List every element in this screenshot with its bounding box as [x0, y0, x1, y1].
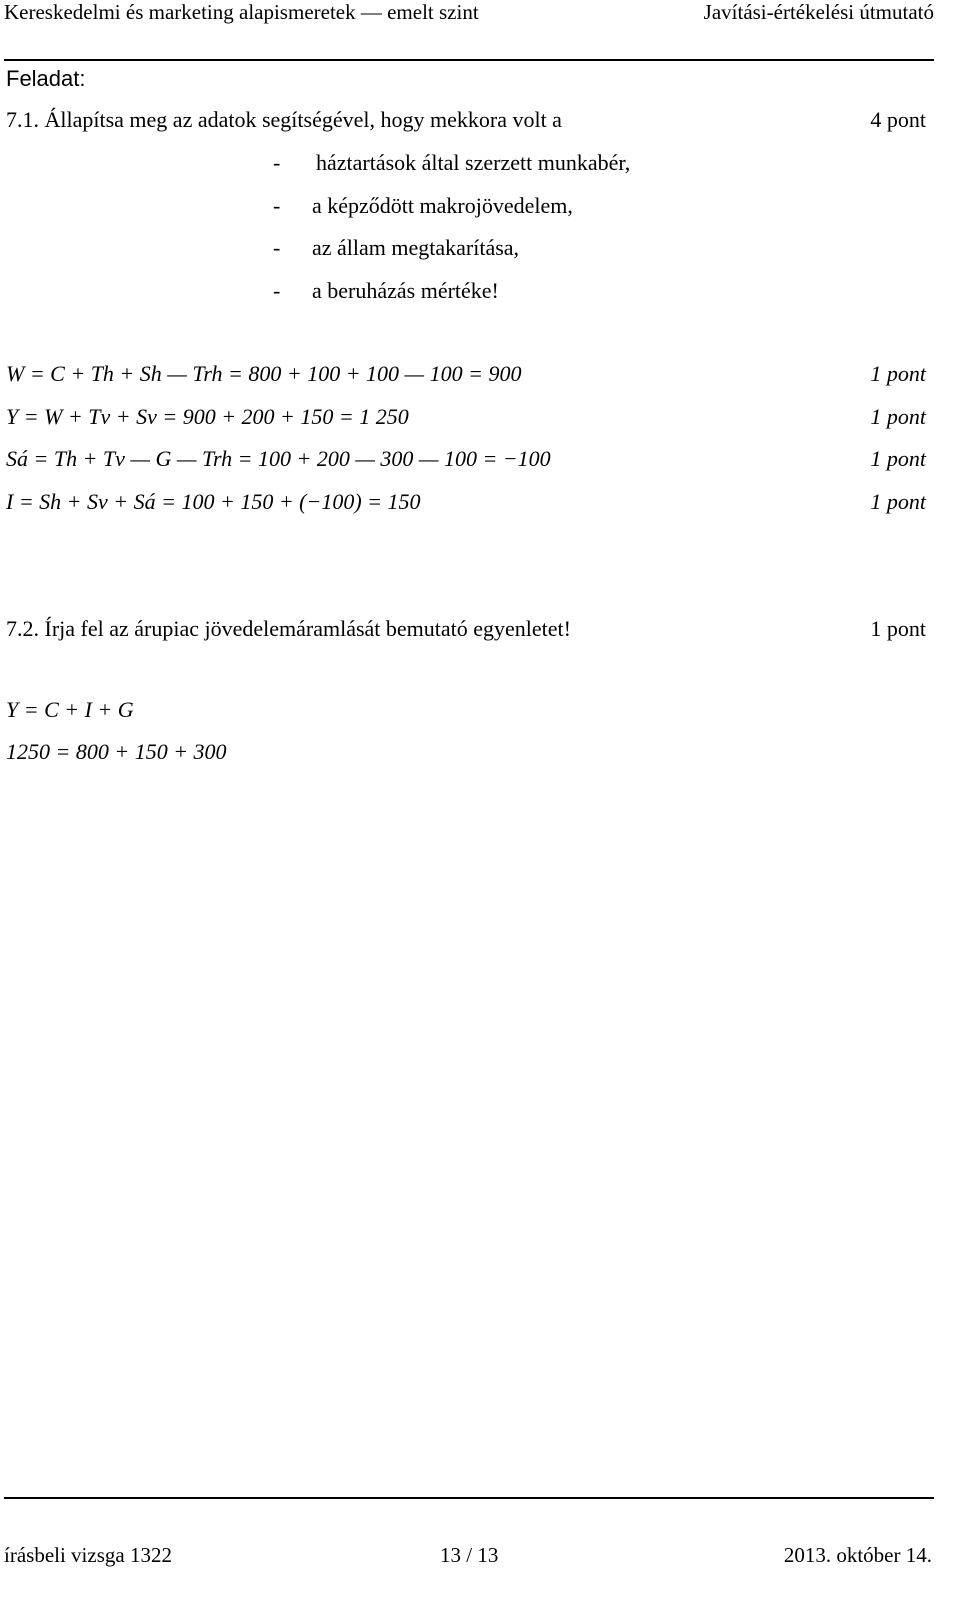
footer-date: 2013. október 14. — [783, 1543, 932, 1567]
bullet-dash: - — [273, 278, 281, 303]
bullet-item: az állam megtakarítása, — [312, 235, 520, 260]
footer-page-number: 13 / 13 — [440, 1543, 499, 1567]
footer-divider — [4, 1497, 934, 1499]
equation-goods-market-values: 1250 = 800 + 150 + 300 — [6, 739, 227, 764]
question-7-2-points: 1 pont — [870, 616, 926, 641]
question-7-1-points: 4 pont — [870, 107, 926, 132]
bullet-item: a képződött makrojövedelem, — [312, 193, 573, 218]
footer-exam-id: írásbeli vizsga 1322 — [4, 1543, 172, 1567]
equation-goods-market: Y = C + I + G — [6, 697, 134, 722]
equation-points: 1 pont — [870, 404, 926, 429]
equation-income: Y = W + Tv + Sv = 900 + 200 + 150 = 1 250 — [6, 404, 409, 429]
header-divider — [4, 59, 934, 61]
equation-points: 1 pont — [870, 489, 926, 514]
bullet-item: a beruházás mértéke! — [312, 278, 499, 303]
question-7-1-text: 7.1. Állapítsa meg az adatok segítségével, hogy mekkora volt a — [6, 107, 562, 132]
equation-points: 1 pont — [870, 361, 926, 386]
bullet-dash: - — [273, 193, 281, 218]
equation-state-savings: Sá = Th + Tv — G — Trh = 100 + 200 — 300 — 100 = −100 — [6, 446, 551, 471]
equation-points: 1 pont — [870, 446, 926, 471]
question-7-2-text: 7.2. Írja fel az árupiac jövedelemáramlását bemutató egyenletet! — [6, 616, 571, 641]
header-title: Kereskedelmi és marketing alapismeretek — emelt szint — [4, 0, 479, 24]
equation-wage: W = C + Th + Sh — Trh = 800 + 100 + 100 — 100 = 900 — [6, 361, 522, 386]
header-subtitle: Javítási-értékelési útmutató — [703, 0, 934, 24]
bullet-dash: - — [273, 150, 281, 175]
equation-investment: I = Sh + Sv + Sá = 100 + 150 + (−100) = 150 — [6, 489, 421, 514]
task-label: Feladat: — [6, 66, 86, 91]
bullet-dash: - — [273, 235, 281, 260]
bullet-item: háztartások által szerzett munkabér, — [316, 150, 631, 175]
